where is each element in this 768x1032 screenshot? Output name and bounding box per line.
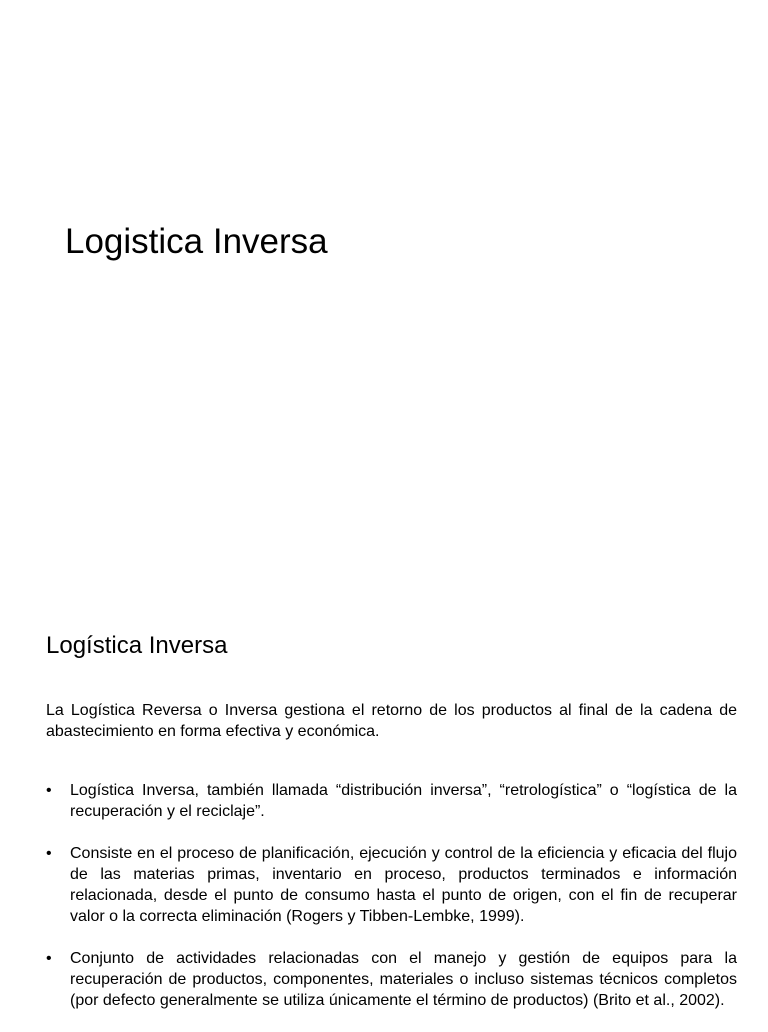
bullet-marker: • (46, 782, 52, 799)
list-item (46, 843, 737, 927)
bullet-marker: • (46, 950, 52, 967)
bullet-text: Conjunto de actividades relacionadas con el manejo y gestión de equipos para la recuperación de productos, componentes, materiales o incluso sistemas técnicos completos (por defecto generalmente se utiliza únicamente el término de productos) (Brito et al., 2002). (70, 950, 737, 1009)
bullet-text: Logística Inversa, también llamada “distribución inversa”, “retrologística” o “logística de la recuperación y el reciclaje”. (70, 782, 737, 820)
list-item (46, 780, 737, 822)
intro-paragraph: La Logística Reversa o Inversa gestiona el retorno de los productos al final de la cadena de abastecimiento en forma efectiva y económica. (46, 702, 737, 740)
cover-title: Logistica Inversa (65, 222, 328, 261)
list-item (46, 948, 737, 1011)
section-title: Logística Inversa (46, 632, 228, 659)
bullet-list (46, 780, 737, 1032)
bullet-marker: • (46, 845, 52, 862)
bullet-text: Consiste en el proceso de planificación, ejecución y control de la eficiencia y eficacia del flujo de las materias primas, inventario en proceso, productos terminados e información relacionada, desde el punto de consumo hasta el punto de origen, con el fin de recuperar valor o la correcta eliminación (Rogers y Tibben-Lembke, 1999). (70, 845, 737, 925)
